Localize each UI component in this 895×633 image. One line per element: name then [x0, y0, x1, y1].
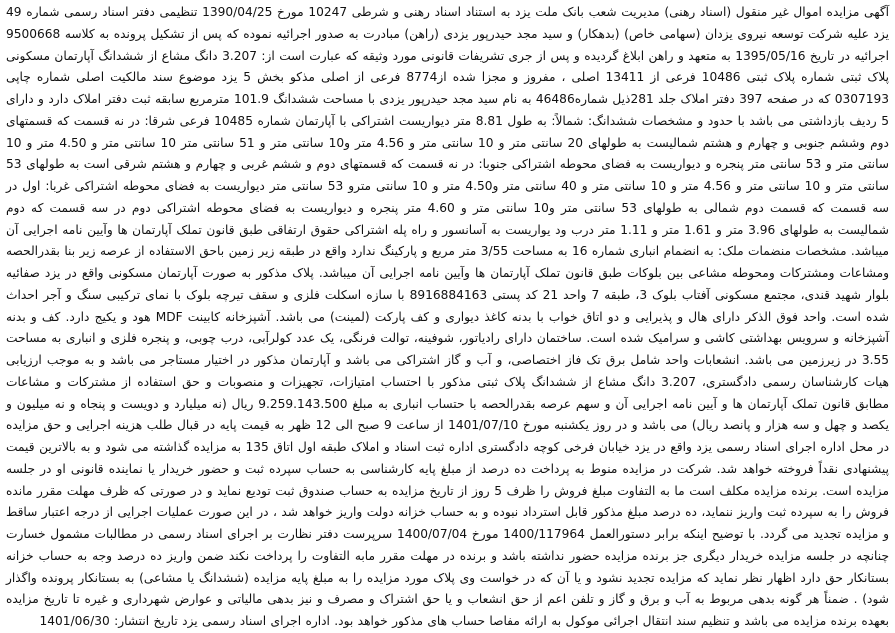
auction-notice-text: آگهی مزایده اموال غیر منقول (اسناد رهنی) مدیریت شعب بانک ملت یزد به استناد اسناد رهنی و شرطی 10247 مورخ 1390/04/25 تنظیمی دفتر اسناد رسمی شماره 49 یزد علیه شرکت توسعه نیروی یزدان (سهامی خاص) (بدهکار) و سید مجد حیدرپور یزدی (راهن) مبادرت به صدور اجرائیه نموده که پس از تشکیل پرونده به کلاسه 9500668 اجرائیه در تاریخ 1395/05/16 به متعهد و راهن ابلاغ گردیده و پس از جری تشریفات قانونی مورد وثیقه که عبارت است از: 3.207 دانگ مشاع از ششدانگ آپارتمان مسکونی پلاک ثبتی شماره پلاک ثبتی 10486 فرعی از 13411 اصلی ، مفروز و مجزا شده از8774 فرعی از اصلی مذکو بخش 5 یزد موضوع سند مالکیت اصلی شماره چاپی 0307193 که در صفحه 397 دفتر املاک جلد 281ذیل شماره46486 به نام سید مجد حیدرپور یزدی با مساحت ششدانگ 101.9 مترمربع سابقه ثبت دفتر املاک دارد و دارای 5 ردیف بازداشتی می باشد با حدود و مشخصات ششدانگ: شمالاً: به طول 8.81 متر دیواریست اشتراکی با آپارتمان شماره 10485 فرعی شرقا: در نه قسمت که قسمتهای دوم وششم جنوبی و چهارم و هشتم شمالیست به طولهای 20 سانتی متر و 10 سانتی متر و 4.56 متر و10 سانتی متر و 51 سانتی متر 10 سانتی متر و 4.50 متر و 10 سانتی متر و 53 سانتی متر پنجره و دیواریست به فضای محوطه اشتراکی جنوبا: در نه قسمت که قسمتهای دوم و ششم غربی و چهارم و هشتم شرقی است به طولهای 53 سانتی متر و 10 سانتی متر و 4.56 متر و 10 سانتی متر و 40 سانتی متر و4.50 متر و 10 سانتی مترو 53 سانتی متر دیواریست به فضای محوطه اشتراکی غربا: اول در سه قسمت که قسمت دوم شمالی به طولهای 53 سانتی متر و10 سانتی متر و 4.60 متر پنجره و دیواریست به فضای محوطه اشتراکی دوم در سه قسمت که دوم شمالیست به طولهای 3.96 متر و 1.61 متر و 1.11 متر درب ود یواریست به آسانسور و راه پله اشتراکی حقوق ارتفاقی طبق قانون تملک آپارتمان ها وآیین نامه اجرایی آن میباشد. مشخصات منضمات ملک: به انضمام انباری شماره 16 به مساحت 3/55 متر مربع و پارکینگ ندارد واقع در طبقه زیر زمین باحق الاستفاده از عرصه زیر بنا بقدرالحصه ومشاعات ومشترکات ومحوطه مشاعی بین بلوکات طبق قانون تملک آپارتمان ها وآیین نامه اجرایی آن میباشد. پلاک مذکور به صورت آپارتمان مسکونی واقع در یزد صفائیه بلوار شهید قندی، مجتمع مسکونی آفتاب بلوک 3، طبقه 7 واحد 21 کد پستی 8916884163 با سازه اسکلت فلزی و سقف تیرچه بلوک با نمای ترکیبی سنگ و آجر احداث شده است. واحد فوق الذکر دارای هال و پذیرایی و دو اتاق خواب با بدنه کاغذ دیواری و کف پارکت (لمینت) می باشد. آشپزخانه کابینت MDF هود و یکیج دارد. کف و بدنه آشپزخانه و سرویس بهداشتی کاشی و سرامیک شده است. ساختمان دارای رادیاتور، شوفینه، توالت فرنگی، یک عدد کولرآبی، درب چوبی، و پنجره فلزی و انباری به مساحت 3.55 در زیرزمین می باشد. انشعابات واحد شامل برق تک فاز اختصاصی، و آب و گاز اشتراکی می باشد و آپارتمان مذکور در اختیار مستاجر می باشد و به موجب ارزیابی هیات کارشناسان رسمی دادگستری، 3.207 دانگ مشاع از ششدانگ پلاک ثبتی مذکور با احتساب امتیازات، تجهیزات و منصوبات و حق استفاده از مشترکات و مشاعات مطابق قانون تملک آپارتمان ها و آیین نامه اجرایی آن و سهم عرصه بقدرالحصه با حتساب انباری به مبلغ 9.259.143.500 ریال (نه میلیارد و دویست و پنجاه و نه میلیون و یکصد و چهل و سه هزار و پانصد ریال) می باشد و در روز یکشنبه مورخ 1401/07/10 از ساعت 9 صبح الی 12 ظهر به قیمت پایه در قبال طلب هزینه اجرایی و حق مزایده در محل اداره اجرای اسناد رسمی یزد واقع در یزد خیابان فرخی کوچه دادگستری اداره ثبت اسناد و املاک طبقه اول اتاق 135 به مزایده گذاشته می شود و به بالاترین قیمت پیشنهادی نقداً فروخته خواهد شد. شرکت در مزایده منوط به پرداخت ده درصد از مبلغ پایه کارشناسی به حساب سپرده ثبت و حضور خریدار یا نماینده قانونی او در جلسه مزایده است. برنده مزایده مکلف است ما به التفاوت مبلغ فروش را ظرف 5 روز از تاریخ مزایده به حساب صندوق ثبت تودیع نماید و در صورتی که ظرف مهلت مقرر مانده فروش را به سپرده ثبت واریز ننماید، ده درصد مبلغ مذکور قابل استرداد نبوده و به حساب خزانه دولت واریز خواهد شد ، در این صورت عملیات اجرایی از درجه اعتبار ساقط و مزایده تجدید می گردد. با توضیح اینکه برابر دستورالعمل 1400/117964 مورخ 1400/07/04 سرپرست دفتر نظارت بر اجرای اسناد رسمی در مطالبات مشمول خسارت چنانچه در جلسه مزایده خریدار دیگری جز برنده مزایده حضور نداشته باشد و برنده در مهلت مقرر مابه التفاوت را پرداخت نکند ضمن واریز ده درصد وجه به حساب خزانه بستانکار حق دارد اظهار نظر نماید که مزایده تجدید نشود و یا آن که در خواست وی پلاک مورد مزایده را به مبلغ پایه مزایده (ششدانگ یا مشاعی) به بستانکار پرونده واگذار شود) . ضمناً هر گونه بدهی مربوط به آب و برق و گاز و تلفن اعم از حق انشعاب و یا حق اشتراک و مصرف و نیز بدهی مالیاتی و عوارض شهرداری و غیره تا تاریخ مزایده بعهده برنده مزایده می باشد و تنظیم سند انتقال اجرائی موکول به ارائه مفاصا حساب های مذکور خواهد بود. اداره اجرای اسناد رسمی یزد تاریخ انتشار: 1401/06/30	[6, 5, 890, 628]
